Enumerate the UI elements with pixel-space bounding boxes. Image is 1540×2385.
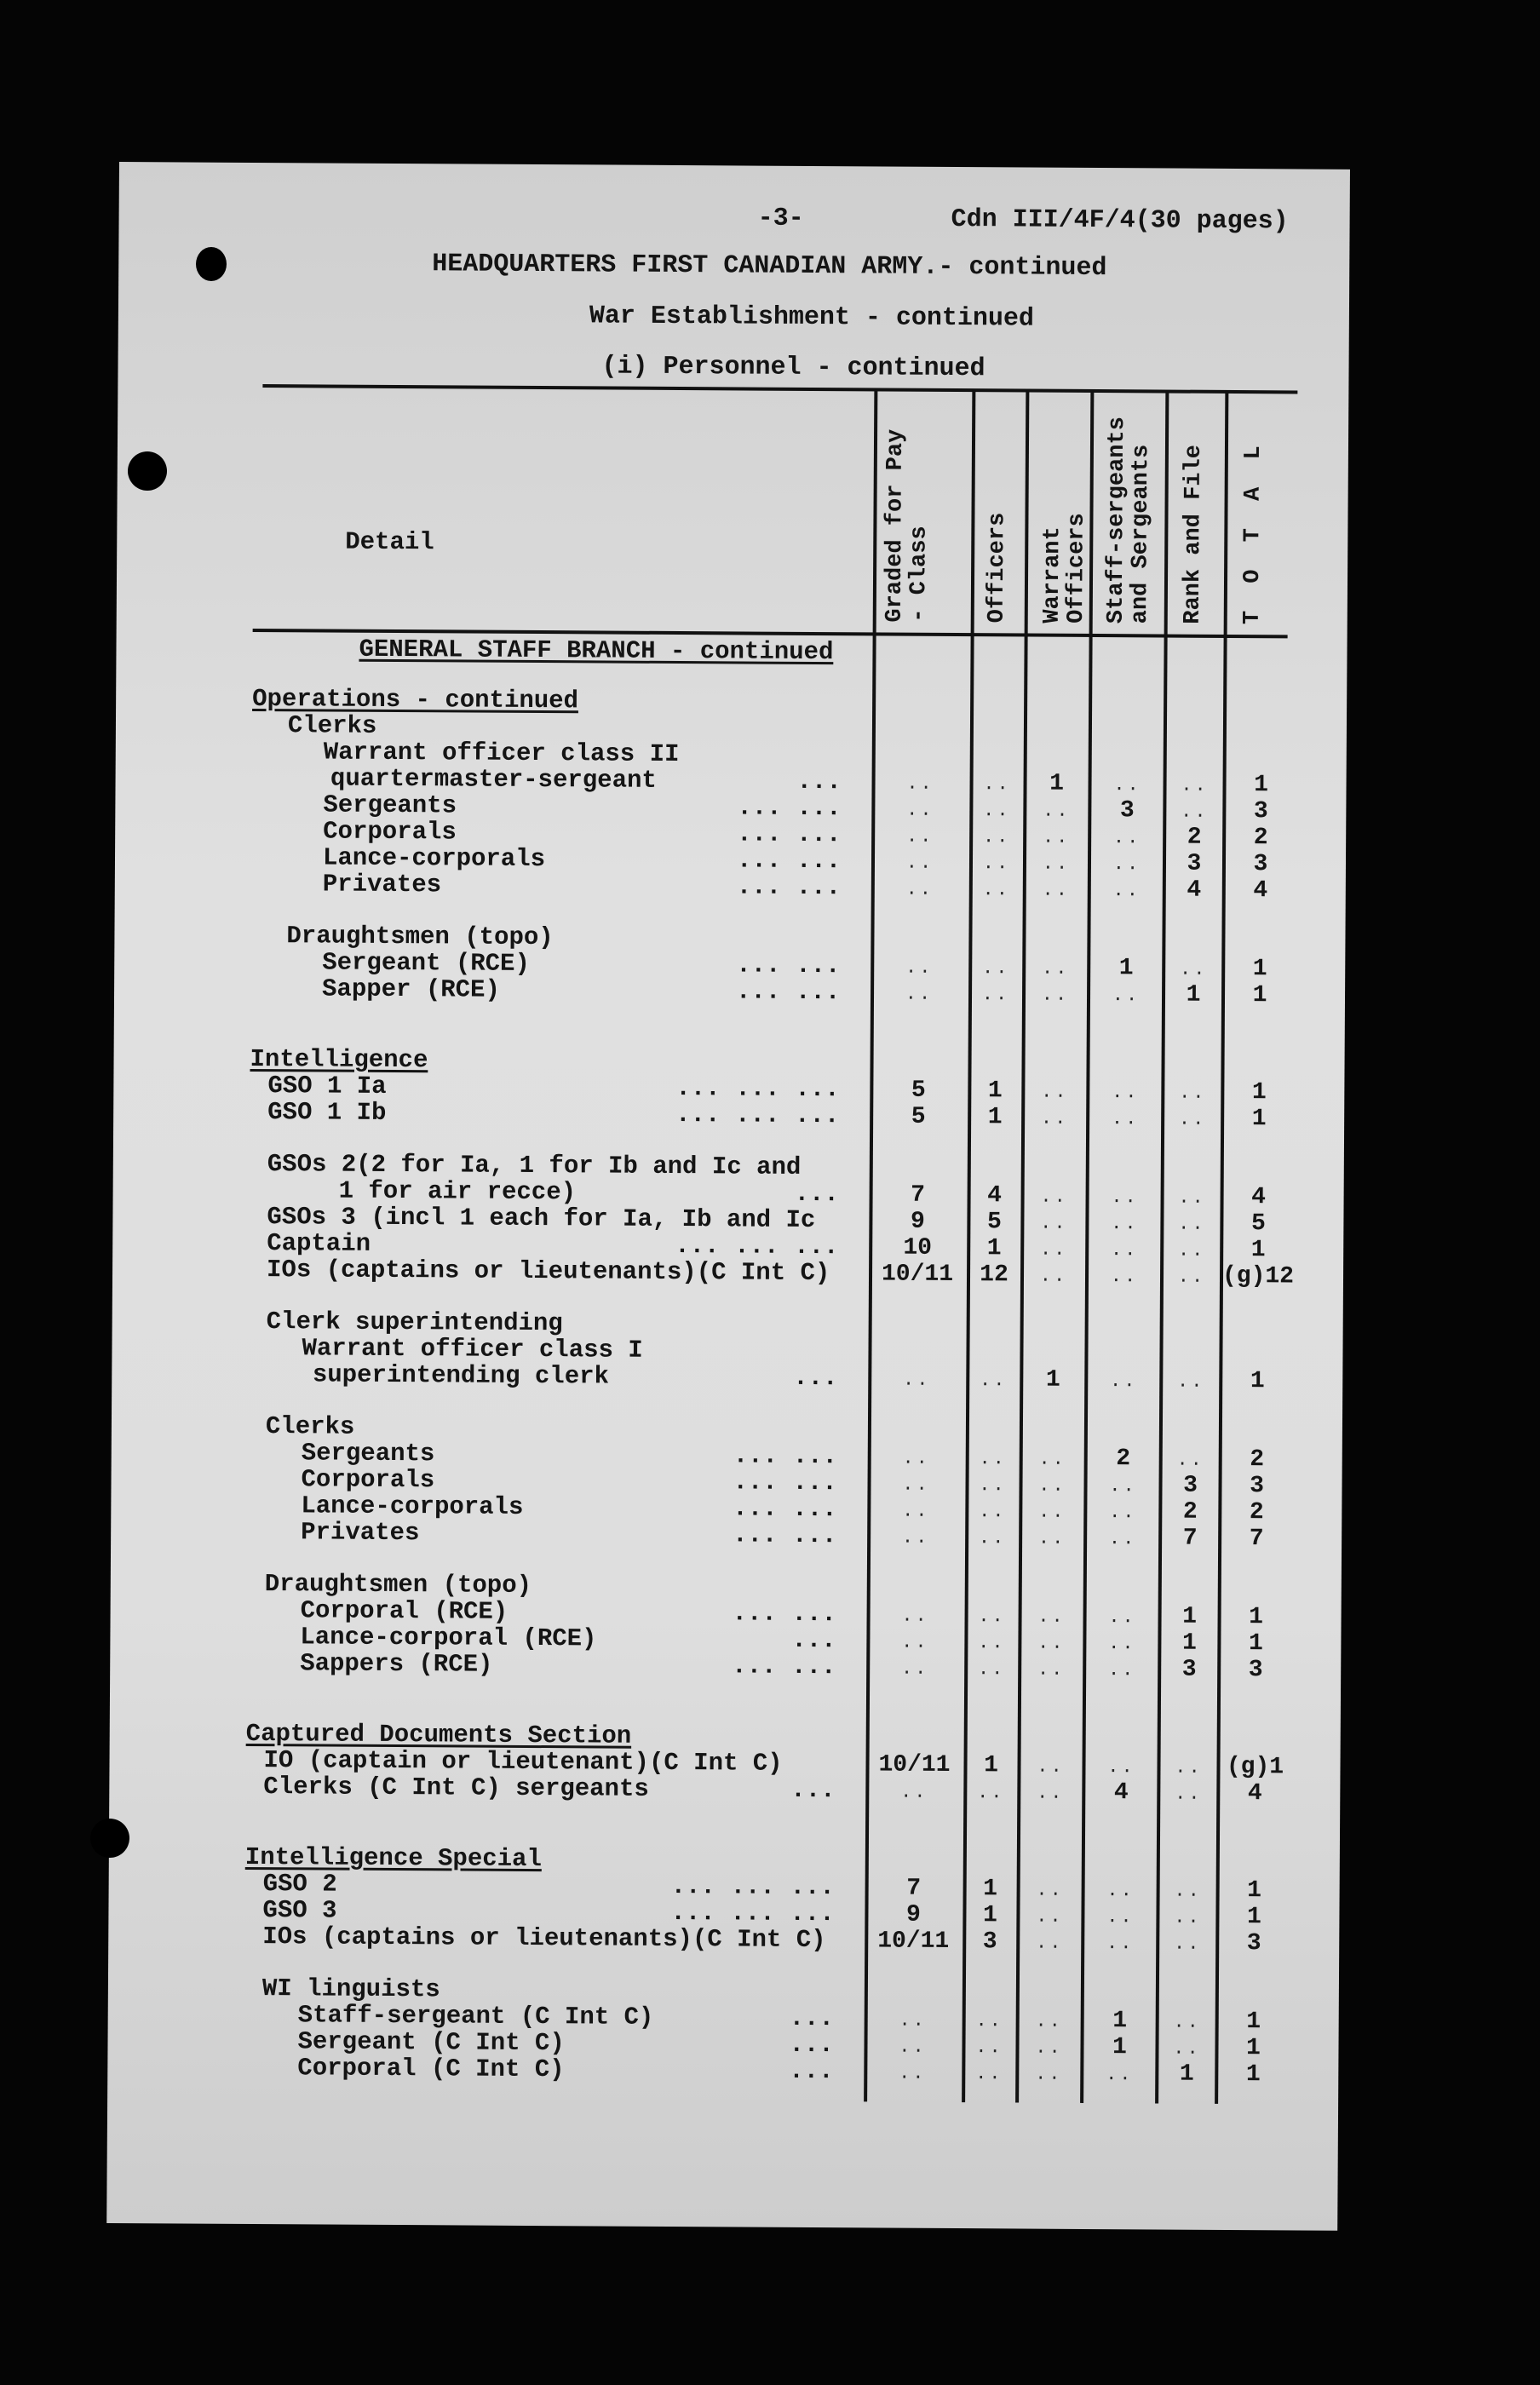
empty-mark-warrant-officers: .. <box>1037 1756 1065 1778</box>
value-total: 1 <box>1246 2009 1261 2036</box>
empty-mark-graded: .. <box>901 1631 929 1653</box>
empty-mark-staff-sergeants: .. <box>1106 1933 1135 1955</box>
leader-dots: ... <box>795 1101 840 1130</box>
branch-heading: GENERAL STAFF BRANCH - continued <box>359 635 834 667</box>
leader-dots: ... <box>790 1775 836 1805</box>
section-heading-row: Captured Documents Section <box>245 1719 632 1750</box>
empty-mark-officers: .. <box>982 853 1011 875</box>
empty-mark-staff-sergeants: .. <box>1108 1606 1136 1629</box>
empty-mark-staff-sergeants: .. <box>1112 880 1141 902</box>
empty-mark-graded: .. <box>905 878 934 900</box>
leader-dots: ... <box>794 1232 839 1261</box>
value-rank-file: 3 <box>1183 1472 1198 1499</box>
empty-mark-staff-sergeants: .. <box>1109 1475 1137 1497</box>
value-total: 5 <box>1250 1210 1266 1238</box>
empty-mark-officers: .. <box>982 879 1011 901</box>
empty-mark-staff-sergeants: .. <box>1106 1906 1135 1928</box>
value-officers: 1 <box>984 1752 999 1779</box>
empty-mark-officers: .. <box>975 2010 1003 2032</box>
staff-sergeants-column-header: Staff-sergeants and Sergeants <box>1103 417 1155 624</box>
value-total: 2 <box>1250 1446 1265 1474</box>
empty-mark-officers: .. <box>982 826 1011 848</box>
value-total: 1 <box>1252 982 1267 1009</box>
empty-mark-staff-sergeants: .. <box>1108 1528 1137 1550</box>
value-total: 1 <box>1250 1368 1265 1395</box>
value-total: (g)12 <box>1221 1262 1295 1290</box>
leader-dots: ... <box>791 1652 836 1681</box>
value-graded: 10/11 <box>878 1751 951 1779</box>
row-label: IOs (captains or lieutenants)(C Int C) <box>262 1922 826 1955</box>
empty-mark-warrant-officers: .. <box>1037 1606 1066 1628</box>
row-label: Warrant officer class II <box>323 738 680 769</box>
row-label: 1 for air recce) <box>338 1176 577 1207</box>
value-rank-file: 2 <box>1187 824 1202 851</box>
value-staff-sergeants: 1 <box>1112 2034 1127 2061</box>
value-rank-file: 1 <box>1186 981 1201 1009</box>
empty-mark-staff-sergeants: .. <box>1110 1266 1139 1288</box>
value-total: 1 <box>1245 2035 1261 2062</box>
empty-mark-graded: .. <box>901 1605 929 1627</box>
section-heading: (i) Personnel - continued <box>601 352 985 384</box>
value-graded: 10/11 <box>877 1928 950 1955</box>
value-total: 1 <box>1247 1877 1262 1905</box>
top-rule <box>262 384 1297 394</box>
empty-mark-warrant-officers: .. <box>1037 1527 1066 1549</box>
row-label: Corporal (RCE) <box>300 1596 509 1626</box>
leader-dots: ... <box>670 1898 715 1928</box>
row-label: Clerks (C Int C) sergeants <box>263 1773 649 1803</box>
leader-dots: ... <box>791 1599 836 1629</box>
row-label: Sergeants <box>301 1439 435 1468</box>
empty-mark-officers: .. <box>983 800 1011 822</box>
leader-dots: ... <box>732 1652 777 1681</box>
value-graded: 9 <box>905 1901 921 1928</box>
total-column-header: T O T A L <box>1239 439 1267 625</box>
punch-hole-bottom <box>90 1819 129 1858</box>
value-graded: 5 <box>911 1103 926 1130</box>
row-label: Clerk superintending <box>266 1307 563 1338</box>
row-label: GSO 3 <box>262 1896 337 1925</box>
empty-mark-warrant-officers: .. <box>1036 1879 1064 1901</box>
value-total: 1 <box>1248 1630 1263 1658</box>
leader-dots: ... <box>733 1441 779 1470</box>
leader-dots: ... <box>736 872 782 901</box>
empty-mark-warrant-officers: .. <box>1037 1782 1065 1804</box>
value-officers: 5 <box>986 1209 1002 1236</box>
empty-mark-officers: .. <box>977 1782 1005 1804</box>
empty-mark-graded: .. <box>900 1781 928 1803</box>
leader-dots: ... <box>737 819 782 848</box>
document-page <box>106 162 1350 2231</box>
value-total: 1 <box>1254 772 1269 799</box>
empty-mark-graded: .. <box>905 825 934 848</box>
document-title: HEADQUARTERS FIRST CANADIAN ARMY.- continued <box>432 250 1107 284</box>
row-label: Corporals <box>301 1465 435 1495</box>
empty-mark-rank-file: .. <box>1175 1783 1203 1805</box>
value-total: 2 <box>1253 825 1268 852</box>
row-label: GSOs 2(2 for Ia, 1 for Ib and Ic and <box>267 1150 802 1181</box>
empty-mark-graded: .. <box>905 957 934 979</box>
value-total: 1 <box>1251 1079 1267 1106</box>
value-officers: 4 <box>987 1182 1003 1210</box>
empty-mark-staff-sergeants: .. <box>1111 1187 1139 1209</box>
empty-mark-rank-file: .. <box>1179 958 1208 980</box>
empty-mark-staff-sergeants: .. <box>1111 1213 1139 1235</box>
document-subtitle: War Establishment - continued <box>589 302 1035 334</box>
row-label: Clerks <box>265 1412 355 1441</box>
value-total: 1 <box>1249 1604 1264 1631</box>
empty-mark-graded: .. <box>905 983 934 1005</box>
empty-mark-rank-file: .. <box>1178 1213 1206 1235</box>
empty-mark-officers: .. <box>979 1448 1007 1470</box>
value-graded: 9 <box>910 1208 925 1235</box>
empty-mark-graded: .. <box>899 2036 927 2058</box>
empty-mark-officers: .. <box>981 957 1010 980</box>
row-label: superintending clerk <box>312 1360 610 1391</box>
row-label: Privates <box>322 870 442 899</box>
empty-mark-warrant-officers: .. <box>1038 1448 1066 1470</box>
graded-column-header: Graded for Pay - Class <box>882 428 933 623</box>
value-graded: 5 <box>911 1077 926 1104</box>
value-warrant-officers: 1 <box>1049 770 1065 797</box>
value-rank-file: 1 <box>1179 2060 1194 2088</box>
section-heading-row: Intelligence Special <box>244 1842 543 1874</box>
value-officers: 1 <box>983 1876 998 1903</box>
value-officers: 12 <box>980 1261 1008 1289</box>
empty-mark-warrant-officers: .. <box>1042 879 1071 901</box>
empty-mark-warrant-officers: .. <box>1043 800 1071 822</box>
empty-mark-graded: .. <box>906 799 934 821</box>
empty-mark-warrant-officers: .. <box>1037 1658 1066 1681</box>
empty-mark-graded: .. <box>899 2062 927 2084</box>
value-total: 1 <box>1251 1106 1267 1133</box>
empty-mark-rank-file: .. <box>1174 1906 1202 1928</box>
empty-mark-staff-sergeants: .. <box>1109 1371 1138 1393</box>
empty-mark-warrant-officers: .. <box>1042 826 1071 848</box>
value-total: 1 <box>1246 1904 1261 1931</box>
empty-mark-rank-file: .. <box>1181 801 1209 823</box>
empty-mark-staff-sergeants: .. <box>1107 1756 1135 1779</box>
row-label: Warrant officer class I <box>302 1334 643 1365</box>
empty-mark-staff-sergeants: .. <box>1106 1880 1135 1902</box>
empty-mark-warrant-officers: .. <box>1039 1238 1068 1261</box>
row-label: GSOs 3 (incl 1 each for Ia, Ib and Ic <box>267 1203 816 1235</box>
row-label: quartermaster-sergeant <box>330 764 657 795</box>
empty-mark-staff-sergeants: .. <box>1111 1108 1140 1130</box>
leader-dots: ... <box>796 872 842 902</box>
leader-dots: ... <box>792 1520 837 1550</box>
leader-dots: ... <box>735 1074 780 1103</box>
value-staff-sergeants: 2 <box>1116 1445 1131 1473</box>
empty-mark-staff-sergeants: .. <box>1112 827 1141 849</box>
row-label: GSO 2 <box>262 1870 337 1899</box>
value-graded: 7 <box>906 1875 922 1902</box>
empty-mark-warrant-officers: .. <box>1036 1905 1064 1928</box>
leader-dots: ... <box>796 793 842 823</box>
empty-mark-rank-file: .. <box>1176 1371 1205 1393</box>
officers-column-header: Officers <box>984 512 1011 624</box>
empty-mark-warrant-officers: .. <box>1038 1501 1066 1523</box>
value-graded: 10/11 <box>881 1261 954 1289</box>
empty-mark-officers: .. <box>975 2037 1003 2059</box>
value-total: 4 <box>1247 1780 1262 1807</box>
row-label: IO (captain or lieutenant)(C Int C) <box>263 1746 783 1778</box>
leader-dots: ... <box>789 2030 834 2060</box>
empty-mark-officers: .. <box>978 1527 1007 1549</box>
leader-dots: ... <box>675 1232 720 1261</box>
value-total: 3 <box>1253 798 1268 825</box>
leader-dots: ... <box>735 977 781 1006</box>
row-label: Sergeant (RCE) <box>322 948 530 978</box>
leader-dots: ... <box>792 1494 837 1524</box>
empty-mark-officers: .. <box>983 773 1011 796</box>
punch-hole-middle <box>128 451 167 491</box>
value-officers: 1 <box>987 1104 1003 1131</box>
value-total: 3 <box>1250 1473 1265 1500</box>
row-label: GSO 1 Ib <box>267 1098 387 1127</box>
leader-dots: ... <box>794 1179 839 1209</box>
empty-mark-warrant-officers: .. <box>1038 1474 1066 1497</box>
empty-mark-officers: .. <box>981 984 1010 1006</box>
empty-mark-rank-file: .. <box>1178 1187 1206 1209</box>
empty-mark-graded: .. <box>902 1500 930 1522</box>
row-label: Corporal (C Int C) <box>297 2054 565 2084</box>
leader-dots: ... <box>736 951 781 980</box>
empty-mark-graded: .. <box>901 1526 930 1549</box>
empty-mark-officers: .. <box>977 1658 1006 1681</box>
value-total: 2 <box>1249 1499 1264 1526</box>
empty-mark-warrant-officers: .. <box>1035 2010 1063 2032</box>
leader-dots: ... <box>737 793 782 822</box>
empty-mark-officers: .. <box>979 1501 1007 1523</box>
leader-dots: ... <box>675 1101 721 1129</box>
leader-dots: ... <box>791 1625 836 1655</box>
empty-mark-staff-sergeants: .. <box>1109 1502 1137 1524</box>
value-staff-sergeants: 1 <box>1112 2008 1128 2035</box>
value-rank-file: 2 <box>1182 1498 1198 1526</box>
section-heading-row: Intelligence <box>250 1044 428 1075</box>
leader-dots: ... <box>733 1494 778 1523</box>
empty-mark-rank-file: .. <box>1173 2011 1201 2033</box>
value-total: 3 <box>1248 1657 1263 1684</box>
column-rule-1 <box>864 389 877 2101</box>
row-label: Lance-corporals <box>301 1491 524 1521</box>
leader-dots: ... <box>730 1899 775 1928</box>
empty-mark-staff-sergeants: .. <box>1113 774 1141 796</box>
value-rank-file: 1 <box>1181 1629 1197 1657</box>
leader-dots: ... <box>735 1101 780 1129</box>
empty-mark-officers: .. <box>979 1474 1007 1497</box>
leader-dots: ... <box>796 819 842 849</box>
value-warrant-officers: 1 <box>1045 1366 1060 1394</box>
page-number: -3- <box>757 204 804 233</box>
empty-mark-graded: .. <box>902 1474 930 1496</box>
row-label: Sappers (RCE) <box>300 1649 493 1679</box>
empty-mark-rank-file: .. <box>1177 1266 1206 1288</box>
empty-mark-rank-file: .. <box>1175 1756 1203 1779</box>
empty-mark-officers: .. <box>975 2063 1003 2085</box>
value-officers: 1 <box>986 1235 1002 1262</box>
empty-mark-warrant-officers: .. <box>1039 1265 1068 1287</box>
row-label: IOs (captains or lieutenants)(C Int C) <box>266 1256 830 1288</box>
leader-dots: ... <box>796 846 842 876</box>
empty-mark-staff-sergeants: .. <box>1106 2064 1134 2086</box>
value-staff-sergeants: 1 <box>1118 955 1134 982</box>
warrant-officers-column-header: Warrant Officers <box>1039 513 1090 624</box>
empty-mark-warrant-officers: .. <box>1041 1081 1069 1103</box>
leader-dots: ... <box>795 1074 840 1104</box>
empty-mark-officers: .. <box>978 1606 1006 1628</box>
value-staff-sergeants: 3 <box>1119 797 1135 825</box>
value-total: (g)1 <box>1226 1753 1284 1781</box>
punch-hole-top <box>196 247 227 281</box>
row-label: Staff-sergeant (C Int C) <box>297 2001 654 2032</box>
empty-mark-staff-sergeants: .. <box>1112 853 1141 876</box>
empty-mark-warrant-officers: .. <box>1040 1107 1069 1129</box>
empty-mark-staff-sergeants: .. <box>1110 1239 1139 1261</box>
row-label: GSO 1 Ia <box>267 1072 387 1101</box>
row-label: Sapper (RCE) <box>321 974 501 1004</box>
leader-dots: ... <box>789 2003 835 2033</box>
empty-mark-rank-file: .. <box>1173 1933 1202 1955</box>
value-total: 4 <box>1253 877 1268 905</box>
row-label: Lance-corporals <box>322 843 546 874</box>
row-label: Sergeants <box>323 790 457 820</box>
row-label: Clerks <box>287 711 377 740</box>
leader-dots: ... <box>790 1899 835 1928</box>
leader-dots: ... <box>733 1520 778 1549</box>
empty-mark-warrant-officers: .. <box>1035 2063 1063 2085</box>
value-rank-file: 1 <box>1182 1603 1198 1630</box>
empty-mark-rank-file: .. <box>1176 1449 1204 1471</box>
value-rank-file: 4 <box>1187 876 1202 904</box>
leader-dots: ... <box>732 1599 777 1628</box>
row-label: Sergeant (C Int C) <box>297 2027 565 2058</box>
empty-mark-warrant-officers: .. <box>1035 1932 1064 1954</box>
leader-dots: ... <box>790 1872 835 1902</box>
value-total: 1 <box>1250 1237 1266 1264</box>
empty-mark-graded: .. <box>899 2009 927 2032</box>
empty-mark-rank-file: .. <box>1174 1880 1202 1902</box>
value-staff-sergeants: 4 <box>1113 1779 1129 1807</box>
value-officers: 1 <box>987 1078 1003 1105</box>
value-rank-file: 3 <box>1187 850 1202 877</box>
row-label: Draughtsmen (topo) <box>264 1570 532 1600</box>
value-rank-file: 7 <box>1182 1525 1198 1552</box>
value-total: 3 <box>1253 851 1268 878</box>
empty-mark-staff-sergeants: .. <box>1107 1659 1136 1681</box>
leader-dots: ... <box>734 1232 779 1261</box>
leader-dots: ... <box>789 2056 834 2086</box>
value-officers: 1 <box>982 1902 997 1929</box>
empty-mark-rank-file: .. <box>1173 2037 1201 2060</box>
row-label: Lance-corporal (RCE) <box>300 1623 597 1653</box>
value-graded: 10 <box>903 1234 933 1261</box>
leader-dots: ... <box>675 1074 721 1103</box>
empty-mark-staff-sergeants: .. <box>1112 1082 1140 1104</box>
leader-dots: ... <box>795 977 841 1007</box>
empty-mark-warrant-officers: .. <box>1041 957 1070 980</box>
document-reference: Cdn III/4F/4(30 pages) <box>951 204 1289 237</box>
section-heading-row: Operations - continued <box>252 684 579 716</box>
leader-dots: ... <box>796 767 842 796</box>
empty-mark-warrant-officers: .. <box>1040 1212 1068 1234</box>
value-total: 7 <box>1249 1526 1264 1553</box>
empty-mark-graded: .. <box>905 852 934 874</box>
value-total: 4 <box>1251 1184 1267 1211</box>
leader-dots: ... <box>792 1441 838 1471</box>
detail-column-header: Detail <box>345 527 434 557</box>
row-label: WI linguists <box>261 1974 440 2004</box>
row-label: Draughtsmen (topo) <box>286 922 554 952</box>
empty-mark-staff-sergeants: .. <box>1112 985 1141 1007</box>
leader-dots: ... <box>793 1363 838 1393</box>
empty-mark-rank-file: .. <box>1178 1108 1207 1130</box>
empty-mark-officers: .. <box>978 1632 1006 1654</box>
leader-dots: ... <box>792 1468 837 1497</box>
leader-dots: ... <box>670 1871 715 1901</box>
empty-mark-rank-file: .. <box>1181 774 1209 796</box>
empty-mark-graded: .. <box>903 1369 931 1391</box>
row-label: Corporals <box>323 817 457 847</box>
leader-dots: ... <box>733 1468 778 1497</box>
empty-mark-officers: .. <box>979 1370 1008 1392</box>
empty-mark-graded: .. <box>902 1447 930 1469</box>
empty-mark-warrant-officers: .. <box>1041 984 1070 1006</box>
empty-mark-rank-file: .. <box>1179 1082 1207 1104</box>
row-label: Captain <box>267 1229 371 1258</box>
row-label: Privates <box>301 1518 420 1548</box>
empty-mark-graded: .. <box>900 1658 929 1680</box>
value-graded: 7 <box>911 1181 926 1209</box>
value-total: 3 <box>1246 1930 1261 1957</box>
leader-dots: ... <box>736 846 782 875</box>
value-officers: 3 <box>982 1928 997 1956</box>
column-rule-4 <box>1080 391 1094 2103</box>
leader-dots: ... <box>796 951 841 980</box>
empty-mark-warrant-officers: .. <box>1040 1186 1068 1208</box>
empty-mark-warrant-officers: .. <box>1037 1632 1066 1654</box>
empty-mark-graded: .. <box>906 773 934 795</box>
empty-mark-warrant-officers: .. <box>1042 853 1071 875</box>
empty-mark-warrant-officers: .. <box>1035 2037 1063 2059</box>
empty-mark-rank-file: .. <box>1177 1239 1206 1261</box>
empty-mark-staff-sergeants: .. <box>1108 1633 1136 1655</box>
leader-dots: ... <box>730 1872 775 1901</box>
value-total: 1 <box>1252 956 1267 983</box>
value-rank-file: 3 <box>1181 1656 1197 1683</box>
value-total: 1 <box>1245 2061 1261 2089</box>
rank-file-column-header: Rank and File <box>1180 444 1207 624</box>
